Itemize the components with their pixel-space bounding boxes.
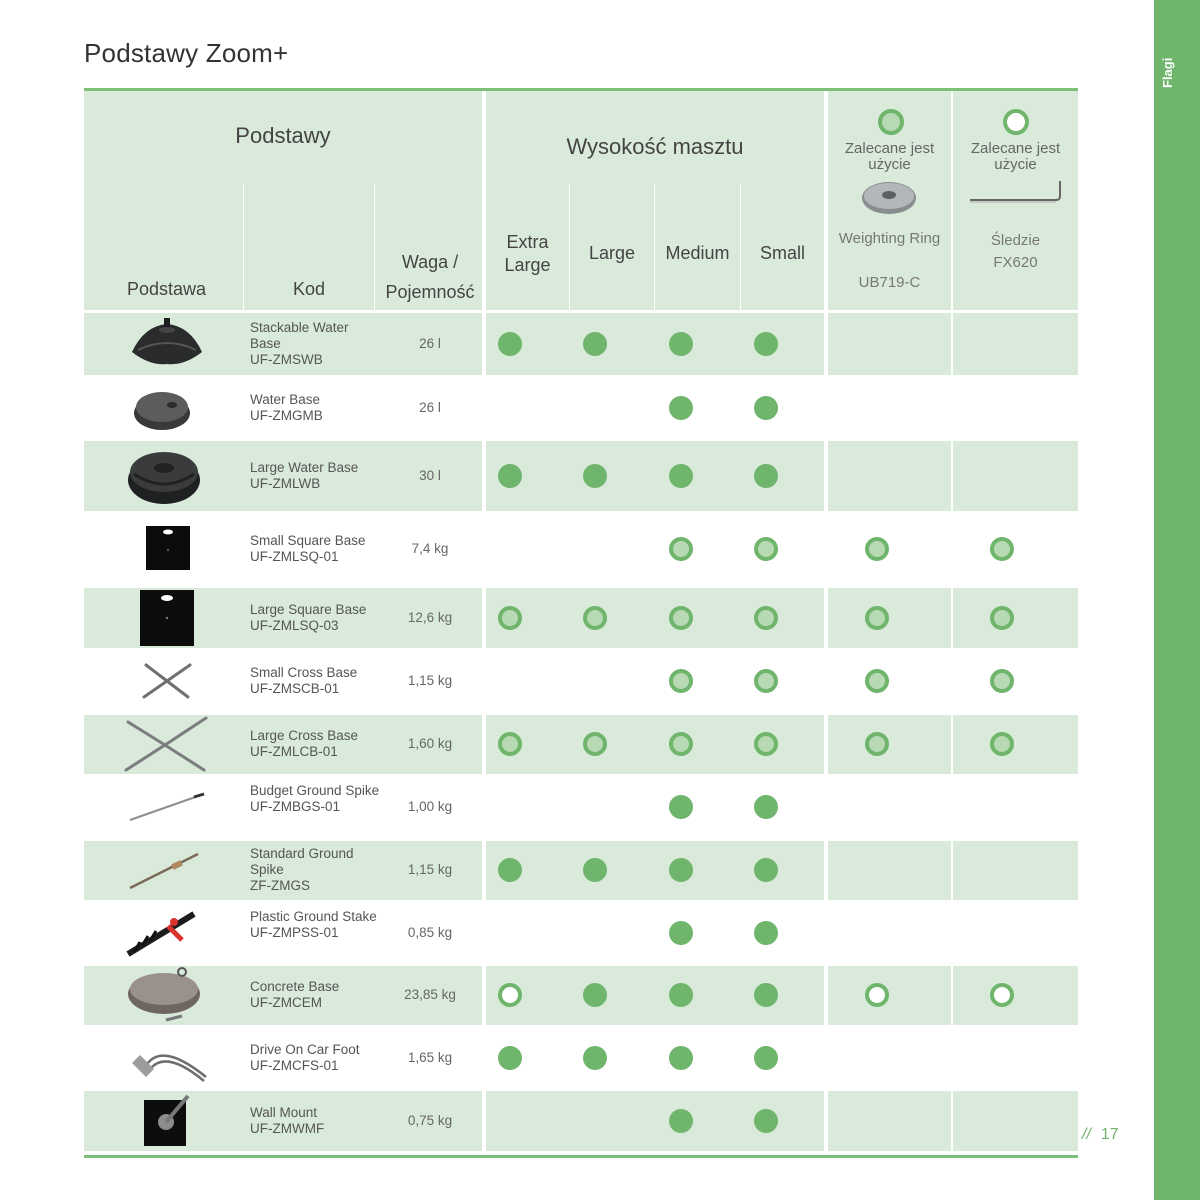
base-name-code [250, 460, 380, 492]
recommended-ring-icon [669, 732, 693, 756]
small-cross-base-icon [124, 661, 210, 706]
recommended-ring-icon [669, 606, 693, 630]
row-background [953, 313, 1078, 375]
base-name: Stackable Water Base [250, 320, 349, 351]
compatible-dot-icon [754, 1046, 778, 1070]
base-weight: 1,15 kg [407, 862, 453, 877]
base-name: Large Cross Base [250, 728, 359, 743]
page-number-separator: // [1082, 1126, 1091, 1143]
row-divider [84, 901, 1078, 904]
base-name: Concrete Base [250, 979, 340, 994]
stackable-water-base-icon [124, 316, 210, 377]
recommended-ring-icon [498, 983, 522, 1007]
base-code: UF-ZMGMB [250, 408, 323, 423]
base-name-code [250, 392, 380, 424]
row-background [828, 313, 951, 375]
table-row [84, 965, 1078, 1025]
recommended-ring-icon [498, 606, 522, 630]
base-weight: 0,75 kg [407, 1113, 453, 1128]
recommended-ring-icon [754, 606, 778, 630]
column-separator [951, 91, 953, 1155]
concrete-base-icon [124, 964, 210, 1031]
table-row [84, 903, 1078, 962]
recommended-ring-icon [583, 732, 607, 756]
recommended-ring-icon [990, 669, 1014, 693]
compatible-dot-icon [583, 464, 607, 488]
compatible-dot-icon [583, 858, 607, 882]
compatible-dot-icon [754, 464, 778, 488]
row-background [953, 965, 1078, 1025]
base-name-code [250, 846, 380, 894]
row-background [828, 1090, 951, 1151]
recommended-ring-icon [990, 732, 1014, 756]
base-weight: 12,6 kg [407, 610, 453, 625]
compatible-dot-icon [583, 983, 607, 1007]
base-name: Standard Ground Spike [250, 846, 354, 877]
recommended-ring-icon [865, 669, 889, 693]
small-square-base-icon [124, 524, 210, 579]
base-weight: 26 l [419, 400, 441, 415]
base-name: Water Base [250, 392, 321, 407]
row-divider [84, 775, 1078, 778]
compatible-dot-icon [754, 1109, 778, 1133]
base-name-code [250, 1105, 380, 1137]
base-weight: 1,65 kg [407, 1050, 453, 1065]
base-name-code [250, 728, 380, 760]
bases-table [84, 88, 1078, 1158]
compatible-dot-icon [583, 332, 607, 356]
recommended-ring-icon [669, 669, 693, 693]
compatible-dot-icon [669, 396, 693, 420]
recommended-ring-icon [865, 983, 889, 1007]
compatible-dot-icon [754, 983, 778, 1007]
header-divider [374, 183, 375, 311]
compatible-dot-icon [498, 858, 522, 882]
base-code: UF-ZMCFS-01 [250, 1058, 339, 1073]
large-cross-base-icon [124, 716, 210, 777]
column-separator [482, 91, 486, 1155]
recommended-2-name: Śledzie [990, 232, 1041, 249]
row-background [828, 714, 951, 774]
header-mast [486, 91, 824, 311]
row-background [953, 777, 1078, 837]
row-background [953, 1090, 1078, 1151]
base-code: UF-ZMLWB [250, 476, 321, 491]
recommended-2-code: FX620 [993, 254, 1038, 271]
legend-ring-white-icon [1003, 109, 1029, 135]
compatible-dot-icon [754, 332, 778, 356]
base-name-code [250, 602, 380, 634]
compatible-dot-icon [669, 921, 693, 945]
base-code: UF-ZMLCB-01 [250, 744, 338, 759]
table-row [84, 587, 1078, 648]
row-background [953, 378, 1078, 437]
side-tab-label: Flagi [1160, 57, 1175, 88]
table-row [84, 1028, 1078, 1087]
row-divider [84, 649, 1078, 652]
compatible-dot-icon [754, 795, 778, 819]
standard-ground-spike-icon [124, 848, 210, 897]
row-background [953, 714, 1078, 774]
recommended-ring-icon [990, 983, 1014, 1007]
table-row [84, 1090, 1078, 1151]
recommended-ring-icon [669, 537, 693, 561]
recommended-2-note: Zalecane jest użycie [970, 140, 1061, 173]
large-square-base-icon [124, 588, 210, 653]
row-background [953, 514, 1078, 584]
base-name-code [250, 320, 380, 368]
table-row [84, 440, 1078, 511]
column-separator [824, 91, 828, 1155]
row-divider [84, 585, 1078, 588]
table-row [84, 514, 1078, 584]
compatible-dot-icon [498, 464, 522, 488]
recommended-1-code: UB719-C [858, 274, 921, 291]
row-divider [84, 1088, 1078, 1091]
header-mast-xl: Extra Large [504, 232, 551, 275]
row-background [953, 903, 1078, 962]
base-name: Small Square Base [250, 533, 366, 548]
row-background [828, 777, 951, 837]
base-weight: 23,85 kg [404, 987, 456, 1002]
table-row [84, 714, 1078, 774]
recommended-ring-icon [498, 732, 522, 756]
base-name: Large Square Base [250, 602, 367, 617]
compatible-dot-icon [583, 1046, 607, 1070]
tent-peg-icon [968, 179, 1064, 205]
compatible-dot-icon [669, 983, 693, 1007]
header-col-code: Kod [292, 279, 326, 299]
base-weight: 1,60 kg [407, 736, 453, 751]
compatible-dot-icon [669, 332, 693, 356]
recommended-ring-icon [990, 537, 1014, 561]
base-code: UF-ZMWMF [250, 1121, 325, 1136]
water-base-icon [124, 383, 210, 438]
base-name: Small Cross Base [250, 665, 358, 680]
header-mast-l: Large [588, 243, 636, 263]
base-name-code [250, 1042, 380, 1074]
row-divider [84, 712, 1078, 715]
recommended-ring-icon [754, 732, 778, 756]
row-background [828, 587, 951, 648]
base-name: Large Water Base [250, 460, 359, 475]
recommended-ring-icon [865, 537, 889, 561]
row-background [953, 440, 1078, 511]
compatible-dot-icon [754, 858, 778, 882]
header-group-mast: Wysokość masztu [566, 134, 744, 159]
row-divider [84, 512, 1078, 515]
large-water-base-icon [124, 444, 210, 513]
compatible-dot-icon [498, 1046, 522, 1070]
table-row [84, 777, 1078, 837]
base-weight: 1,00 kg [407, 799, 453, 814]
base-weight: 7,4 kg [411, 541, 449, 556]
compatible-dot-icon [754, 921, 778, 945]
base-name-code [250, 909, 380, 941]
row-background [828, 1028, 951, 1087]
row-background [953, 1028, 1078, 1087]
row-background [828, 965, 951, 1025]
row-background [828, 440, 951, 511]
legend-ring-icon [878, 109, 904, 135]
row-background [953, 587, 1078, 648]
side-tab [1154, 0, 1200, 1200]
table-row [84, 651, 1078, 711]
header-mast-s: Small [759, 243, 805, 263]
row-divider [84, 376, 1078, 379]
base-weight: 0,85 kg [407, 925, 453, 940]
header-group-bases: Podstawy [235, 123, 331, 148]
header-divider-line [84, 310, 1078, 313]
base-code: UF-ZMSCB-01 [250, 681, 340, 696]
base-name: Wall Mount [250, 1105, 318, 1120]
recommended-ring-icon [865, 606, 889, 630]
page-title: Podstawy Zoom+ [84, 38, 289, 68]
recommended-ring-icon [865, 732, 889, 756]
base-code: UF-ZMCEM [250, 995, 322, 1010]
base-weight: 30 l [419, 468, 441, 483]
base-name-code [250, 783, 380, 815]
compatible-dot-icon [754, 396, 778, 420]
base-code: UF-ZMPSS-01 [250, 925, 339, 940]
base-name-code [250, 979, 380, 1011]
base-code: UF-ZMBGS-01 [250, 799, 341, 814]
row-background [828, 378, 951, 437]
compatible-dot-icon [669, 1046, 693, 1070]
table-row [84, 840, 1078, 900]
compatible-dot-icon [669, 464, 693, 488]
base-code: UF-ZMLSQ-01 [250, 549, 339, 564]
car-foot-icon [124, 1033, 210, 1088]
wall-mount-icon [124, 1092, 210, 1155]
row-divider [84, 1026, 1078, 1029]
row-background [828, 651, 951, 711]
table-row [84, 378, 1078, 437]
row-background [828, 514, 951, 584]
header-col-base: Podstawa [126, 279, 207, 299]
weighting-ring-icon [860, 179, 918, 217]
compatible-dot-icon [498, 332, 522, 356]
page-number [1082, 1126, 1119, 1144]
base-code: UF-ZMSWB [250, 352, 323, 367]
base-name: Plastic Ground Stake [250, 909, 377, 924]
base-name: Drive On Car Foot [250, 1042, 360, 1057]
plastic-ground-stake-icon [124, 908, 210, 963]
row-background [953, 651, 1078, 711]
row-background [828, 903, 951, 962]
recommended-ring-icon [583, 606, 607, 630]
recommended-1-note: Zalecane jest użycie [844, 140, 935, 173]
recommended-ring-icon [754, 537, 778, 561]
header-mast-m: Medium [665, 243, 730, 263]
base-name-code [250, 665, 380, 697]
header-col-weight: Waga / Pojemność [385, 252, 475, 302]
base-name: Budget Ground Spike [250, 783, 380, 798]
recommended-1-name: Weighting Ring [838, 230, 941, 247]
page-number-value: 17 [1100, 1126, 1119, 1143]
budget-ground-spike-icon [124, 790, 210, 829]
base-name-code [250, 533, 380, 565]
recommended-ring-icon [754, 669, 778, 693]
compatible-dot-icon [669, 795, 693, 819]
compatible-dot-icon [669, 1109, 693, 1133]
row-divider [84, 838, 1078, 841]
compatible-dot-icon [669, 858, 693, 882]
base-code: ZF-ZMGS [250, 878, 310, 893]
row-divider [84, 963, 1078, 966]
row-background [953, 840, 1078, 900]
table-row [84, 313, 1078, 375]
row-divider [84, 438, 1078, 441]
row-background [828, 840, 951, 900]
recommended-ring-icon [990, 606, 1014, 630]
base-weight: 26 l [419, 336, 441, 351]
base-code: UF-ZMLSQ-03 [250, 618, 339, 633]
base-weight: 1,15 kg [407, 673, 453, 688]
